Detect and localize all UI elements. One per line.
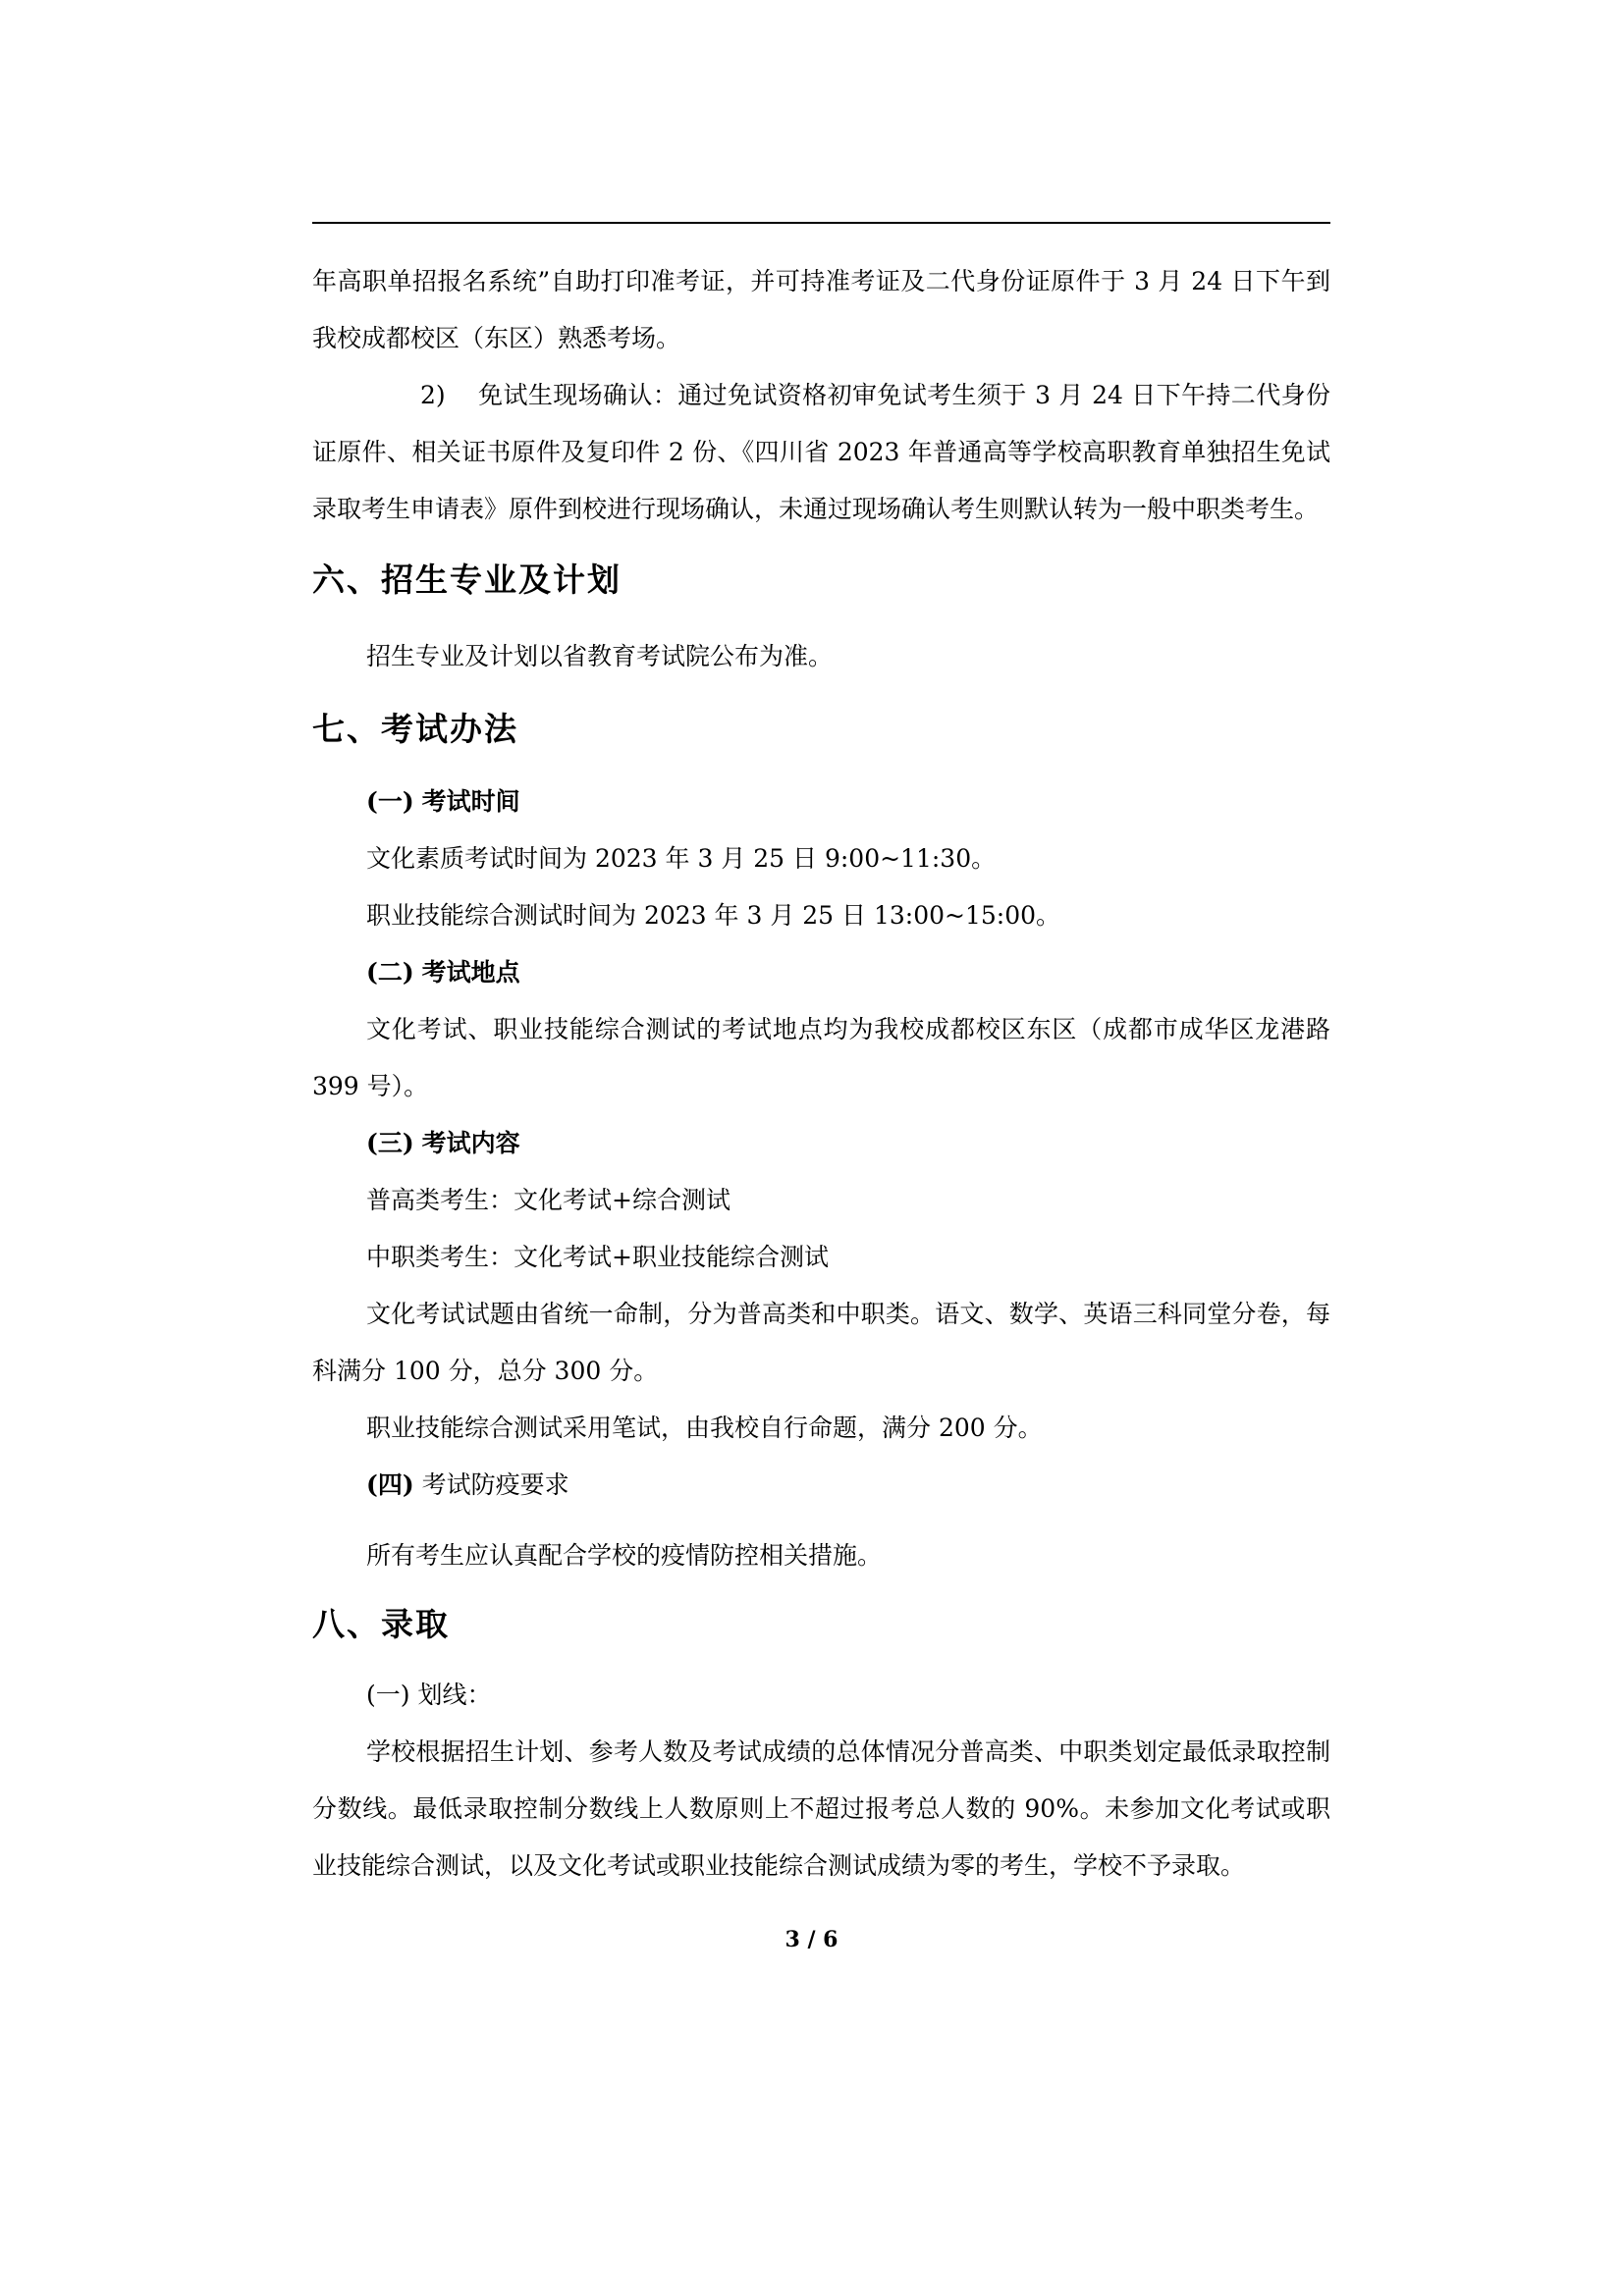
paragraph-epidemic: 所有考生应认真配合学校的疫情防控相关措施。 (366, 1541, 883, 1570)
paragraph-content-culture: 文化考试试题由省统一命制，分为普高类和中职类。语文、数学、英语三科同堂分卷，每科满分 100 分，总分 300 分。 (312, 1300, 1330, 1385)
subheading-number: (四) (366, 1470, 414, 1499)
paragraph-place: 文化考试、职业技能综合测试的考试地点均为我校成都校区东区（成都市成华区龙港路 399 号）。 (312, 1015, 1330, 1100)
subheading-exam-place (312, 944, 1330, 1001)
subheading-exam-content (312, 1115, 1330, 1172)
paragraph-exam-ticket: 年高职单招报名系统”自助打印准考证，并可持准考证及二代身份证原件于 3 月 24 日下午到我校成都校区（东区）熟悉考场。 (312, 267, 1330, 352)
subheading-title: 考试时间 (421, 787, 520, 816)
paragraph-time-culture: 文化素质考试时间为 2023 年 3 月 25 日 9:00~11:30。 (366, 844, 997, 873)
paragraph-exempt-confirmation (312, 367, 1330, 538)
list-number: 2) (420, 381, 446, 409)
subheading-number: (二) (366, 958, 414, 987)
page-number: 3 / 6 (784, 1927, 839, 1952)
subheading-title: 考试地点 (421, 958, 520, 987)
header-rule (312, 222, 1330, 224)
page-content (312, 253, 1330, 1895)
subheading-number: (一) (366, 787, 414, 816)
paragraph-content-general: 普高类考生：文化考试+综合测试 (366, 1186, 730, 1214)
subheading-cutoff: (一) 划线： (366, 1681, 492, 1709)
section-heading-majors: 六、招生专业及计划 (312, 561, 622, 599)
paragraph-content-skill: 职业技能综合测试采用笔试，由我校自行命题，满分 200 分。 (366, 1414, 1043, 1442)
paragraph-cutoff: 学校根据招生计划、参考人数及考试成绩的总体情况分普高类、中职类划定最低录取控制分数线。最低录取控制分数线上人数原则上不超过报考总人数的 90%。未参加文化考试或职业技能综合测试，以及文化考试或职业技能综合测试成绩为零的考生，学校不予录取。 (312, 1737, 1330, 1880)
subheading-exam-time (312, 774, 1330, 830)
section-heading-exam: 七、考试办法 (312, 710, 518, 748)
subheading-number: (三) (366, 1129, 414, 1157)
section-heading-admission: 八、录取 (312, 1605, 450, 1643)
subheading-epidemic (312, 1457, 1330, 1514)
subheading-title: 考试防疫要求 (421, 1470, 569, 1499)
list-text: 免试生现场确认：通过免试资格初审免试考生须于 3 月 24 日下午持二代身份证原件、相关证书原件及复印件 2 份、《四川省 2023 年普通高等学校高职教育单独招生免试录取考生申请表》原件到校进行现场确认，未通过现场确认考生则默认转为一般中职类考生。 (312, 381, 1330, 523)
paragraph-time-skill: 职业技能综合测试时间为 2023 年 3 月 25 日 13:00~15:00。 (366, 901, 1061, 930)
paragraph-content-vocational: 中职类考生：文化考试+职业技能综合测试 (366, 1243, 829, 1271)
paragraph-majors: 招生专业及计划以省教育考试院公布为准。 (366, 642, 834, 670)
subheading-title: 考试内容 (421, 1129, 520, 1157)
